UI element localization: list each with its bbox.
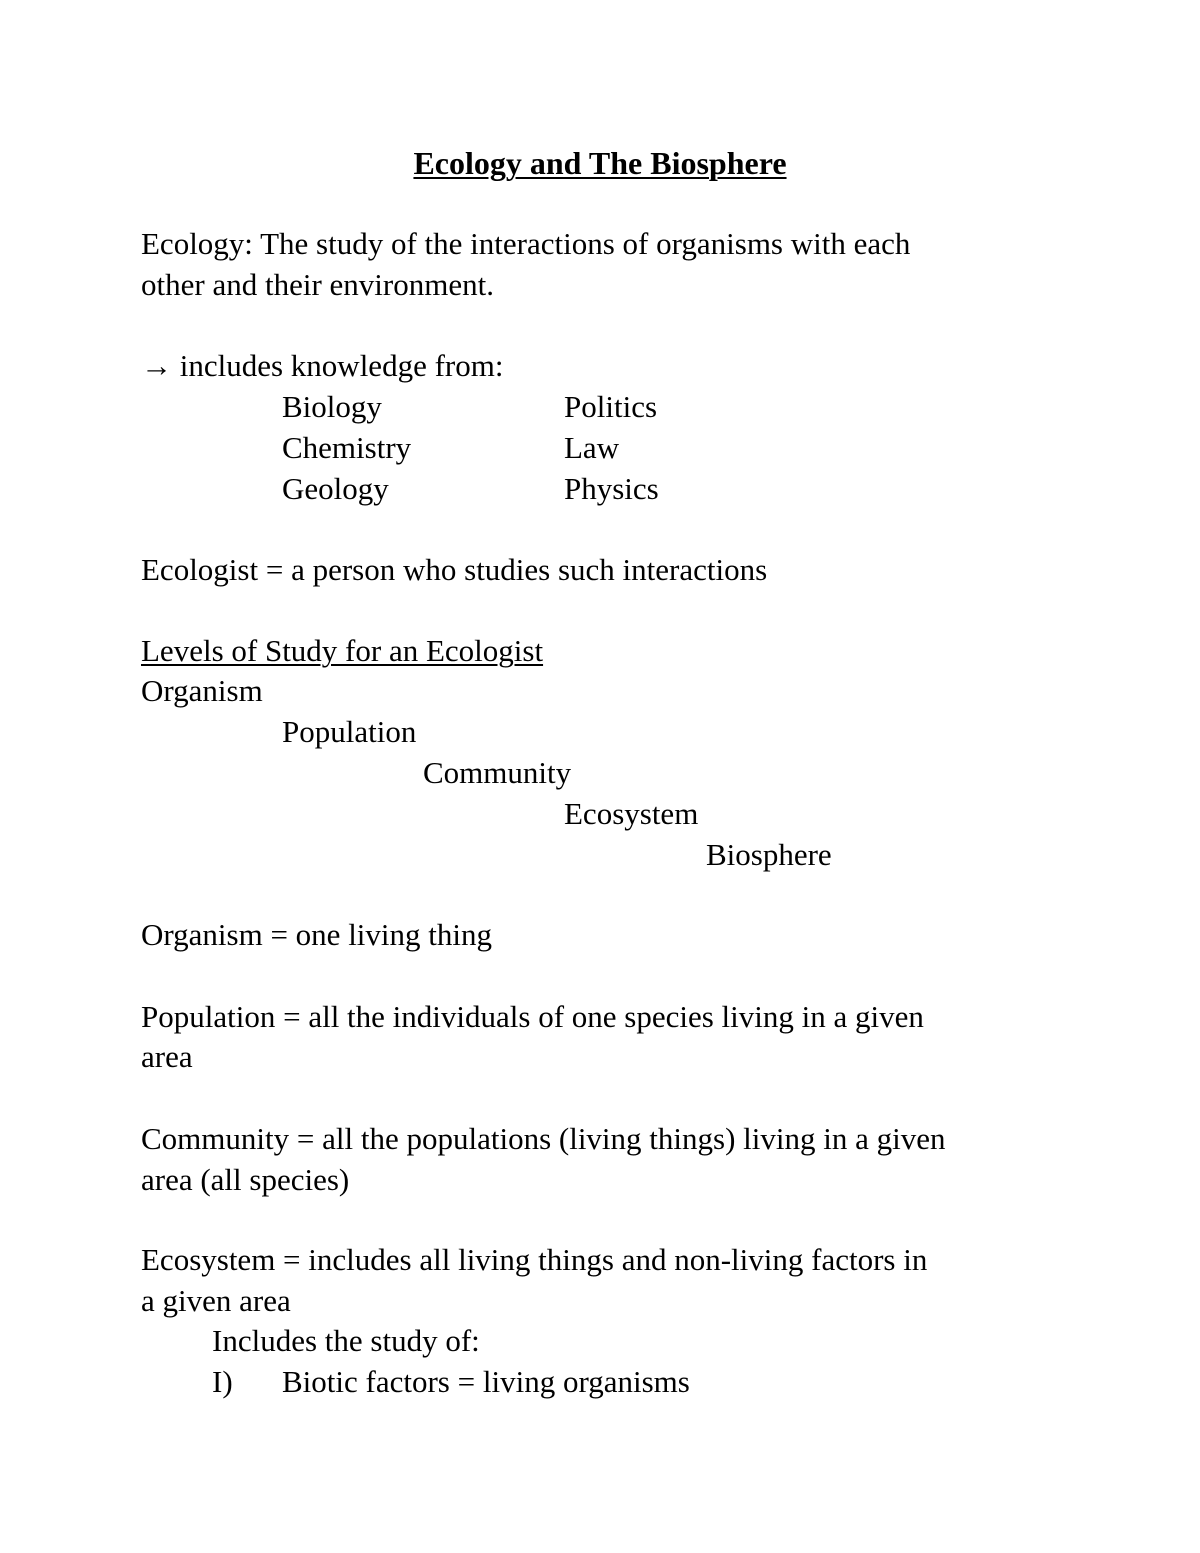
knowledge-right-item: Politics — [564, 389, 658, 424]
biotic-factors-item: Biotic factors = living organisms — [282, 1364, 690, 1399]
list-marker: I) — [212, 1364, 233, 1399]
page-title: Ecology and The Biosphere — [413, 145, 787, 181]
knowledge-right-item: Law — [564, 430, 620, 465]
level-item-ecosystem: Ecosystem — [564, 796, 699, 831]
ecology-definition-line-1: Ecology: The study of the interactions of organisms with each — [141, 226, 911, 261]
organism-definition: Organism = one living thing — [141, 917, 493, 952]
population-definition-line-2: area — [141, 1039, 193, 1074]
knowledge-left-item: Geology — [282, 471, 389, 506]
community-definition-line-1: Community = all the populations (living things) living in a given — [141, 1121, 946, 1156]
knowledge-left-item: Biology — [282, 389, 382, 424]
knowledge-right-item: Physics — [564, 471, 659, 506]
knowledge-left-item: Chemistry — [282, 430, 412, 465]
level-item-population: Population — [282, 714, 417, 749]
population-definition-line-1: Population = all the individuals of one species living in a given — [141, 999, 924, 1034]
level-item-community: Community — [423, 755, 572, 790]
knowledge-intro: → includes knowledge from: — [141, 348, 504, 383]
ecosystem-definition-line-1: Ecosystem = includes all living things and non-living factors in — [141, 1242, 928, 1277]
ecosystem-study-intro: Includes the study of: — [212, 1323, 480, 1358]
level-item-organism: Organism — [141, 673, 263, 708]
ecologist-definition: Ecologist = a person who studies such interactions — [141, 552, 768, 587]
level-item-biosphere: Biosphere — [706, 837, 832, 872]
ecology-definition-line-2: other and their environment. — [141, 267, 494, 302]
ecosystem-definition-line-2: a given area — [141, 1283, 291, 1318]
levels-heading: Levels of Study for an Ecologist — [141, 633, 544, 668]
community-definition-line-2: area (all species) — [141, 1162, 350, 1197]
